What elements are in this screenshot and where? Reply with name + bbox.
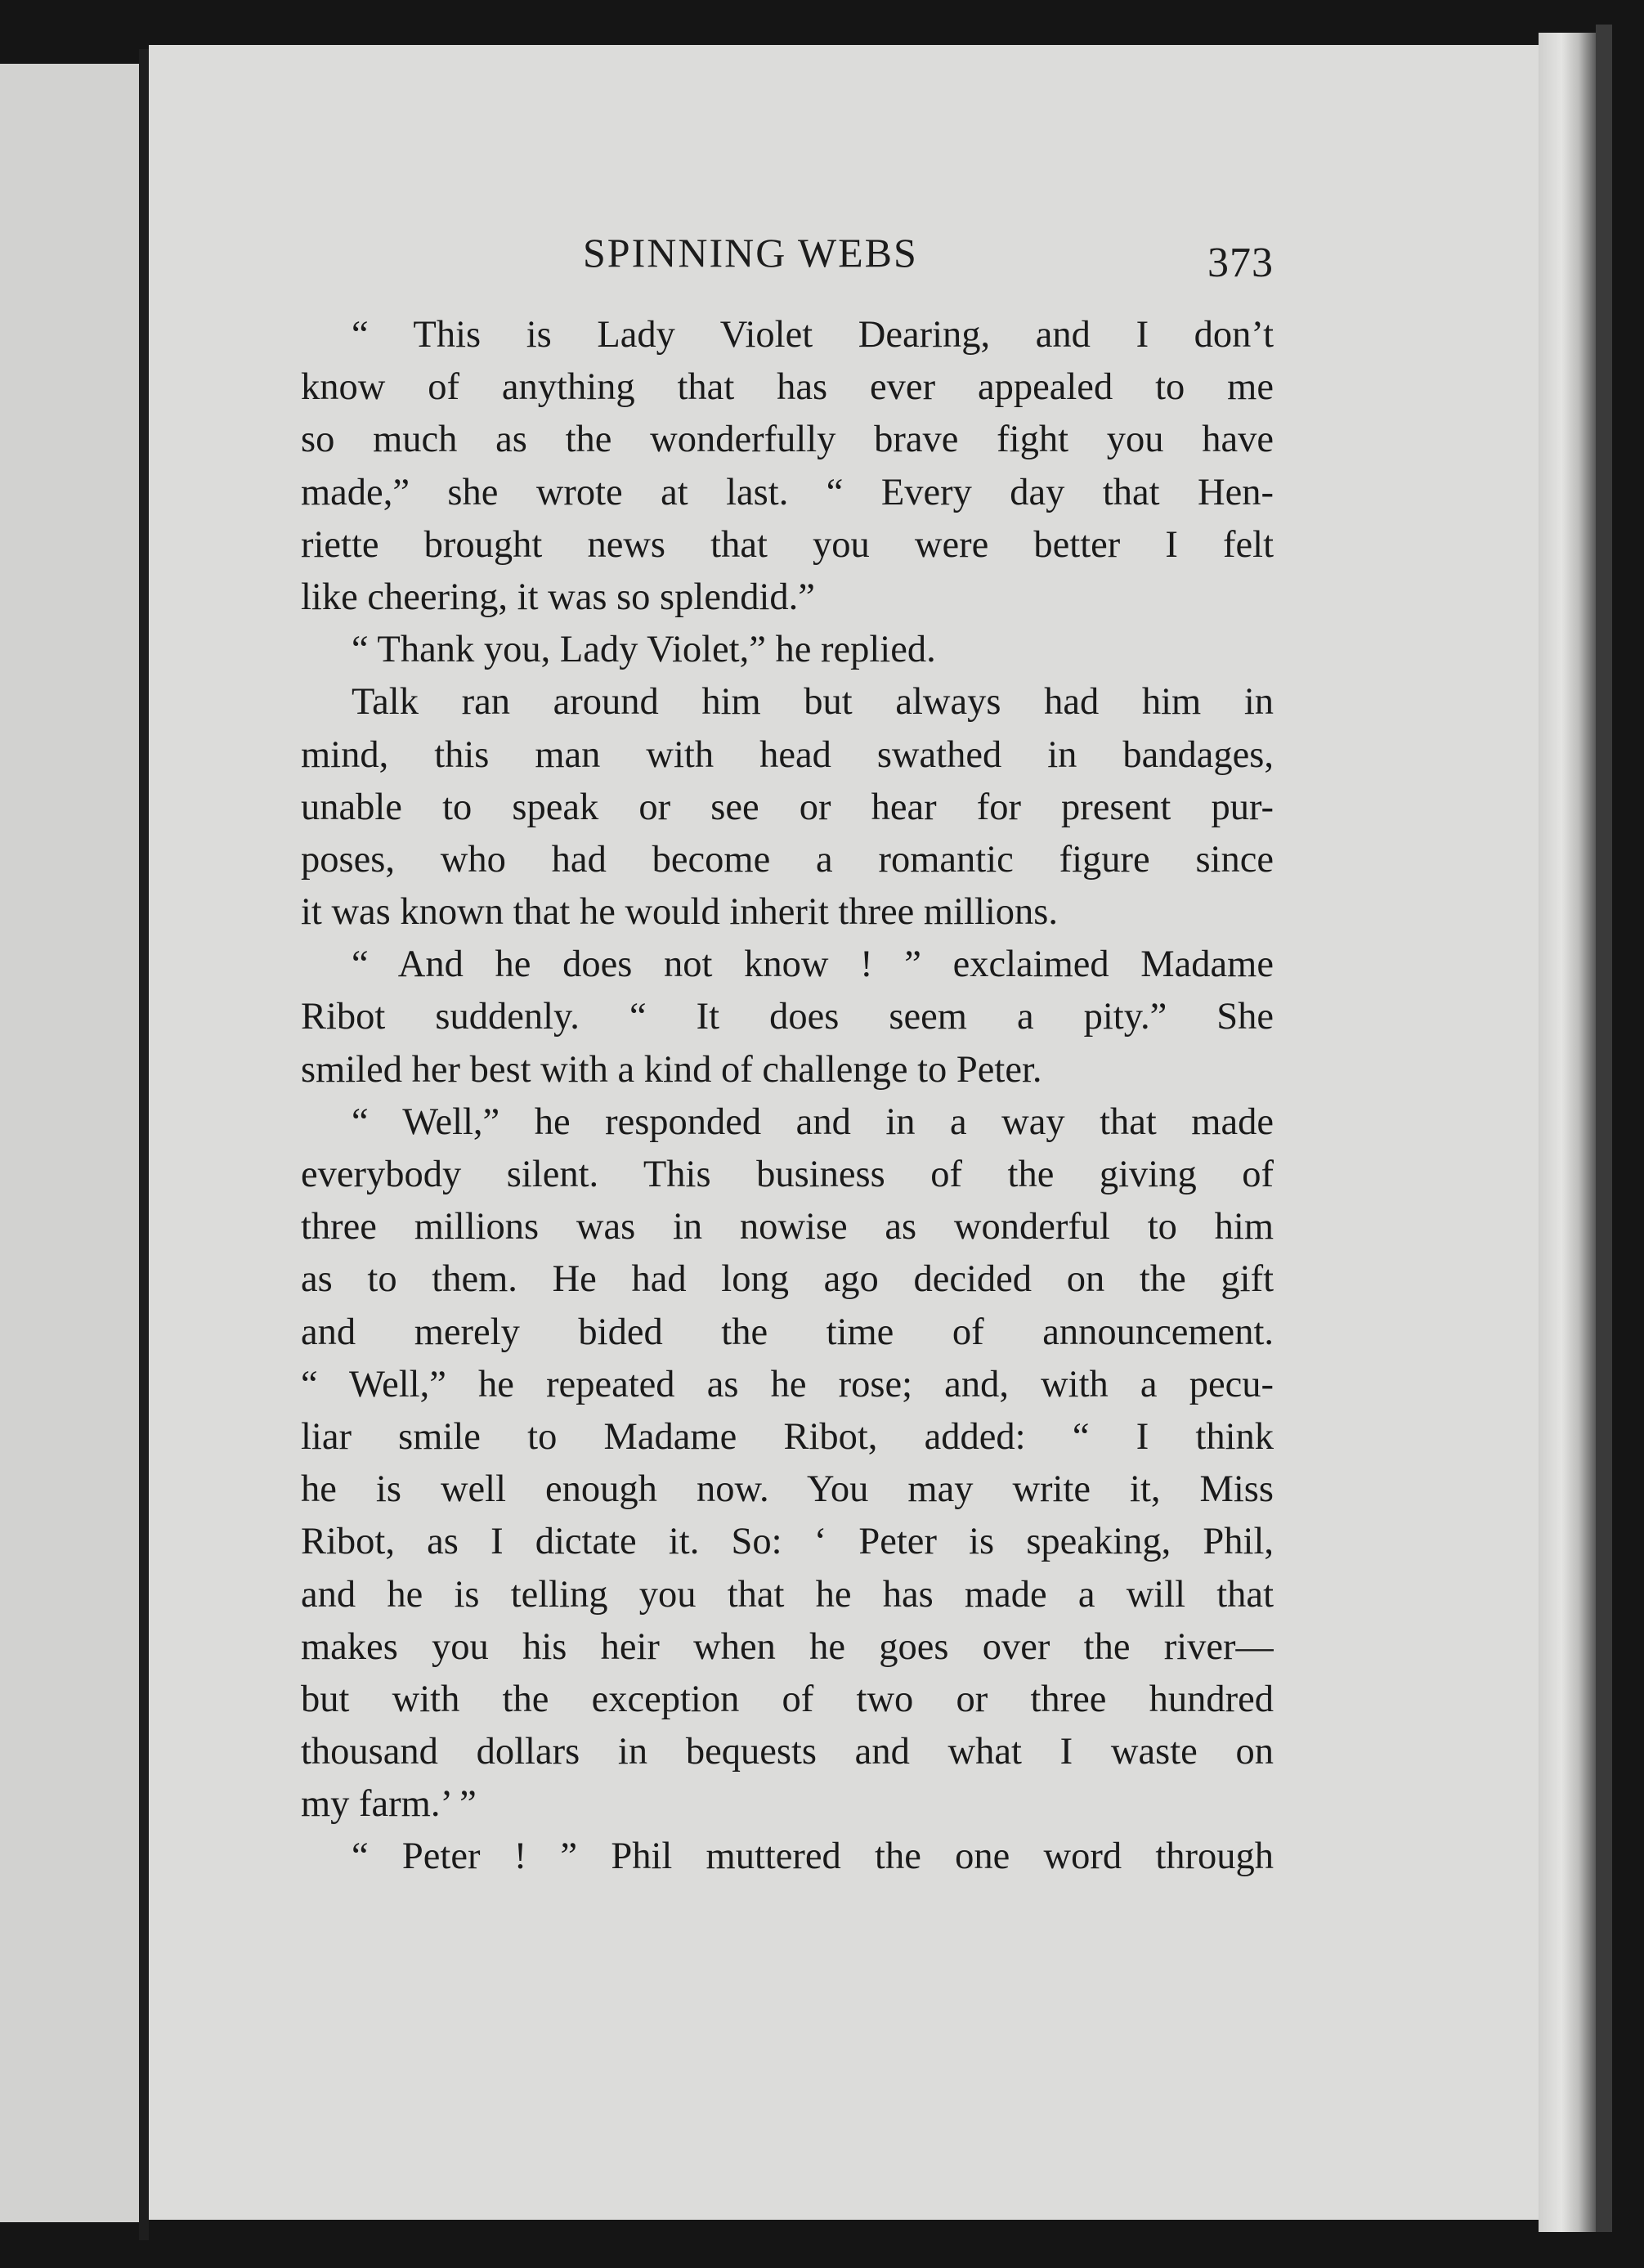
text-line: my farm.’ ” — [301, 1783, 477, 1826]
text-line: “ And he does not know ! ” exclaimed Madame — [352, 944, 1274, 986]
text-line: like cheering, it was so splendid.” — [301, 576, 815, 618]
text-line: it was known that he would inherit three millions. — [301, 891, 1058, 934]
text-line: and he is telling you that he has made a will that — [301, 1573, 1274, 1616]
text-line: “ Well,” he repeated as he rose; and, with a pecu- — [301, 1363, 1274, 1405]
text-line: mind, this man with head swathed in bandages, — [301, 733, 1274, 776]
text-line: Ribot suddenly. “ It does seem a pity.” She — [301, 996, 1274, 1038]
text-line: Talk ran around him but always had him in — [352, 681, 1274, 724]
text-line: everybody silent. This business of the giving of — [301, 1154, 1274, 1195]
page-number: 373 — [1207, 240, 1274, 286]
text-line: poses, who had become a romantic figure since — [301, 838, 1274, 881]
text-line: “ Well,” he responded and in a way that made — [352, 1100, 1274, 1143]
text-line: smiled her best with a kind of challenge to Peter. — [301, 1048, 1042, 1091]
text-line: unable to speak or see or hear for present pur- — [301, 786, 1274, 828]
text-line: know of anything that has ever appealed to me — [301, 366, 1274, 409]
text-line: made,” she wrote at last. “ Every day that Hen- — [301, 471, 1274, 513]
text-line: makes you his heir when he goes over the river— — [301, 1625, 1274, 1668]
running-title: SPINNING WEBS — [583, 230, 918, 276]
text-line: but with the exception of two or three hundred — [301, 1678, 1274, 1720]
text-line: he is well enough now. You may write it, Miss — [301, 1468, 1274, 1511]
text-line: as to them. He had long ago decided on the gift — [301, 1258, 1274, 1301]
page-header — [301, 221, 1274, 286]
text-line: liar smile to Madame Ribot, added: “ I think — [301, 1415, 1274, 1458]
text-line: and merely bided the time of announcement. — [301, 1311, 1274, 1353]
page-stack-edge — [1539, 33, 1596, 2232]
text-line: thousand dollars in bequests and what I waste on — [301, 1731, 1274, 1773]
text-line: so much as the wonderfully brave fight you have — [301, 419, 1274, 461]
text-line: Ribot, as I dictate it. So: ‘ Peter is speaking, Phil, — [301, 1521, 1274, 1563]
facing-page-edge — [0, 64, 146, 2222]
text-line: “ Thank you, Lady Violet,” he replied. — [352, 629, 936, 671]
cover-edge — [1596, 25, 1612, 2232]
text-line: “ This is Lady Violet Dearing, and I don’t — [352, 314, 1274, 356]
text-line: three millions was in nowise as wonderful to him — [301, 1206, 1274, 1248]
body-text — [301, 309, 1274, 1884]
text-line: riette brought news that you were better I felt — [301, 523, 1274, 566]
binding-gutter — [139, 49, 149, 2240]
text-line: “ Peter ! ” Phil muttered the one word through — [352, 1835, 1274, 1878]
